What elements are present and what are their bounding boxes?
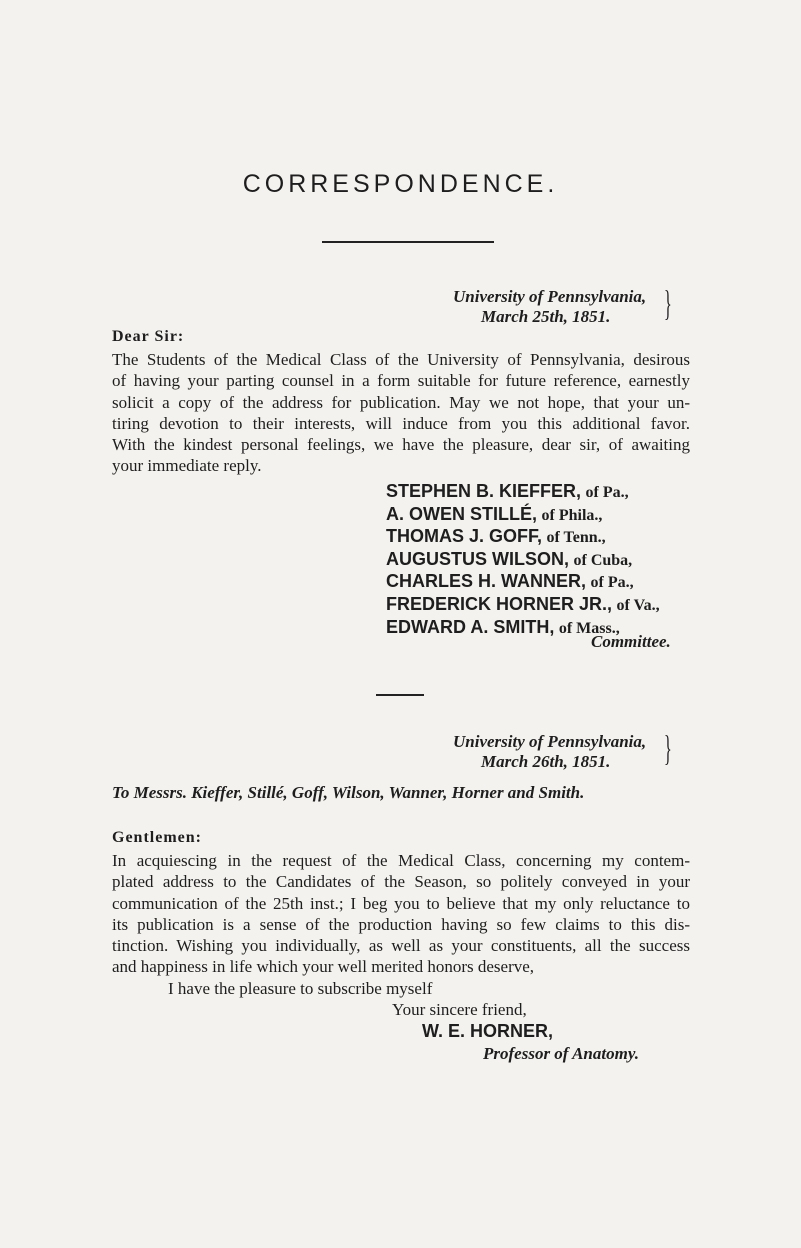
letter2-closing-2: Your sincere friend, (392, 1000, 527, 1019)
signatory (386, 481, 686, 504)
letter2-body-line: plated address to the Candidates of the Season, so politely conveyed in your (112, 872, 690, 892)
signatory-place: of Mass., (558, 619, 620, 637)
letter2-salutation: Gentlemen: (112, 829, 202, 846)
letter1-body (112, 349, 690, 477)
letter2-dateline (453, 732, 646, 772)
letter2-body-line: its publication is a sense of the production having so few claims to this dis- (112, 914, 690, 934)
signatory-name: EDWARD A. SMITH, (386, 616, 555, 637)
letter1-signatories (386, 481, 686, 639)
signatory (386, 571, 686, 594)
signatory-name: STEPHEN B. KIEFFER, (386, 481, 582, 501)
signatory-name: FREDERICK HORNER JR., (386, 593, 613, 614)
signatory-place: of Tenn., (546, 529, 606, 547)
letter2-dateline-date: March 26th, 1851. (481, 752, 611, 771)
title-rule (322, 241, 494, 243)
signatory (386, 504, 686, 527)
signatory-place: of Phila., (541, 506, 603, 524)
letter1-dateline (453, 287, 646, 327)
letter2-body-line: tinction. Wishing you individually, as well as your constituents, all the success (112, 936, 690, 956)
signatory-name: CHARLES H. WANNER, (386, 571, 587, 592)
letter-separator-rule (376, 694, 424, 696)
signatory-place: of Pa., (590, 574, 634, 592)
signatory-place: of Cuba, (573, 551, 633, 569)
signatory-name: AUGUSTUS WILSON, (386, 548, 569, 569)
letter2-body-line: In acquiescing in the request of the Medical Class, concerning my contem- (112, 851, 690, 870)
letter1-body-line: With the kindest personal feelings, we have the pleasure, dear sir, of awaiting (112, 435, 690, 455)
letter1-body-line: tiring devotion to their interests, will induce from you this additional favor. (112, 413, 690, 433)
letter1-dateline-place: University of Pennsylvania, (453, 287, 647, 306)
letter1-body-line: solicit a copy of the address for publication. May we not hope, that your un- (112, 392, 690, 412)
page-title: CORRESPONDENCE. (242, 170, 559, 198)
letter1-role: Committee. (591, 632, 671, 651)
letter2-body-line: communication of the 25th inst.; I beg you to believe that my only reluctance to (112, 893, 690, 913)
letter2-body-line: and happiness in life which your well merited honors deserve, (112, 957, 535, 977)
letter2-brace: } (664, 728, 672, 768)
letter2-dateline-place: University of Pennsylvania, (453, 732, 647, 751)
signatory-name: THOMAS J. GOFF, (386, 526, 543, 547)
signatory-name: A. OWEN STILLÉ, (386, 503, 537, 524)
letter2-closing-1: I have the pleasure to subscribe myself (168, 979, 433, 998)
letter1-body-line: The Students of the Medical Class of the University of Pennsylvania, desirous (112, 350, 690, 369)
signatory (386, 549, 686, 572)
letter2-addressee: To Messrs. Kieffer, Stillé, Goff, Wilson, Wanner, Horner and Smith. (112, 783, 585, 802)
signatory (386, 594, 686, 617)
letter1-body-line: your immediate reply. (112, 456, 262, 476)
letter1-dateline-date: March 25th, 1851. (481, 307, 611, 326)
signatory-place: of Pa., (585, 484, 629, 501)
letter1-salutation: Dear Sir: (112, 328, 185, 345)
letter2-body (112, 850, 690, 978)
letter1-body-line: of having your parting counsel in a form suitable for future reference, earnestly (112, 371, 690, 391)
letter2-signature: W. E. HORNER, (422, 1021, 554, 1041)
letter2-role: Professor of Anatomy. (483, 1044, 639, 1063)
signatory-place: of Va., (616, 596, 660, 614)
signatory (386, 526, 686, 549)
letter1-brace: } (664, 283, 672, 323)
